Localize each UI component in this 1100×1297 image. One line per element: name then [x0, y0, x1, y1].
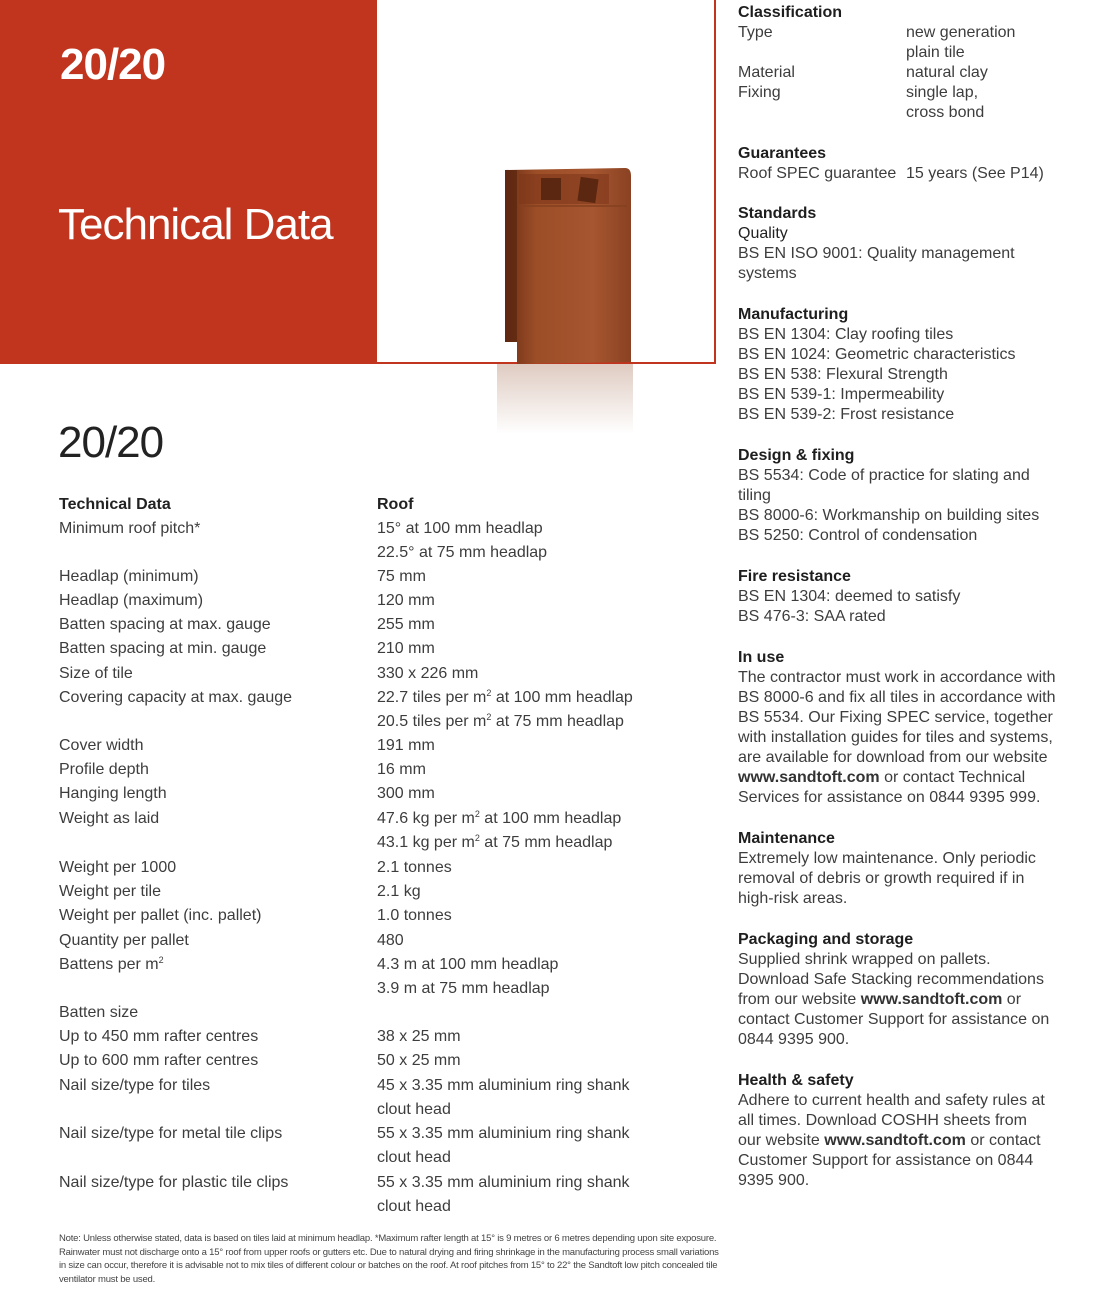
maintenance-line: removal of debris or growth required if in — [738, 870, 1025, 887]
packaging-line: Supplied shrink wrapped on pallets. — [738, 951, 991, 968]
type-value-2: plain tile — [906, 44, 965, 61]
fire-resistance-heading: Fire resistance — [738, 568, 851, 585]
health-safety-heading: Health & safety — [738, 1072, 854, 1089]
manufacturing-line: BS EN 538: Flexural Strength — [738, 366, 948, 383]
fixing-label: Fixing — [738, 84, 781, 101]
design-line: BS 8000-6: Workmanship on building sites — [738, 507, 1040, 524]
packaging-web-after: or — [1002, 991, 1022, 1008]
hero-product-name: 20/20 — [60, 40, 166, 89]
in-use-heading: In use — [738, 649, 785, 666]
material-label: Material — [738, 64, 795, 81]
design-line: BS 5250: Control of condensation — [738, 527, 978, 544]
row-value-text: 47.6 kg per m — [377, 810, 475, 827]
row-label-text: Battens per m — [59, 956, 159, 973]
row-value-text: 20.5 tiles per m — [377, 713, 487, 730]
in-use-line: The contractor must work in accordance with — [738, 669, 1056, 686]
row-value: 16 mm — [377, 761, 426, 778]
fire-line: BS EN 1304: deemed to satisfy — [738, 588, 961, 605]
row-value: 55 x 3.35 mm aluminium ring shank — [377, 1125, 630, 1142]
row-value — [377, 809, 621, 829]
hero-banner — [0, 0, 377, 364]
table-head-technical-data: Technical Data — [59, 496, 171, 513]
guarantee-value: 15 years (See P14) — [906, 165, 1044, 182]
row-value: 2.1 kg — [377, 883, 421, 900]
row-value: 75 mm — [377, 568, 426, 585]
hero-title: Technical Data — [58, 200, 333, 249]
row-label-sup: 2 — [158, 955, 164, 965]
website-link[interactable]: www.sandtoft.com — [824, 1132, 966, 1149]
row-value: 480 — [377, 932, 404, 949]
manufacturing-heading: Manufacturing — [738, 306, 849, 323]
fixing-value-2: cross bond — [906, 104, 985, 121]
maintenance-line: high-risk areas. — [738, 890, 848, 907]
row-label: Weight per pallet (inc. pallet) — [59, 907, 262, 924]
row-value — [377, 688, 633, 708]
row-value: 4.3 m at 100 mm headlap — [377, 956, 559, 973]
row-value: 2.1 tonnes — [377, 859, 452, 876]
row-value: 191 mm — [377, 737, 435, 754]
packaging-line: 0844 9395 900. — [738, 1031, 850, 1048]
packaging-web-line — [738, 990, 1021, 1010]
manufacturing-line: BS EN 1304: Clay roofing tiles — [738, 326, 954, 343]
row-label: Nail size/type for metal tile clips — [59, 1125, 283, 1142]
standards-heading: Standards — [738, 205, 817, 222]
row-label: Headlap (minimum) — [59, 568, 199, 585]
health-web-line — [738, 1131, 1041, 1151]
website-link[interactable]: www.sandtoft.com — [738, 769, 880, 786]
in-use-line: with installation guides for tiles and systems, — [738, 729, 1053, 746]
row-label: Nail size/type for plastic tile clips — [59, 1174, 289, 1191]
row-value-sup: 2 — [474, 809, 480, 819]
row-label: Batten spacing at min. gauge — [59, 640, 267, 657]
health-web-after: or contact — [965, 1132, 1041, 1149]
packaging-line: contact Customer Support for assistance on — [738, 1011, 1050, 1028]
maintenance-line: Extremely low maintenance. Only periodic — [738, 850, 1036, 867]
row-value — [377, 833, 612, 853]
classification-heading: Classification — [738, 4, 843, 21]
row-value-text-after: at 75 mm headlap — [479, 834, 613, 851]
row-value: 38 x 25 mm — [377, 1028, 461, 1045]
design-line: tiling — [738, 487, 771, 504]
standards-quality: Quality — [738, 225, 788, 242]
row-value: 330 x 226 mm — [377, 665, 479, 682]
type-label: Type — [738, 24, 773, 41]
fixing-value: single lap, — [906, 84, 979, 101]
health-line: Adhere to current health and safety rules at — [738, 1092, 1045, 1109]
design-fixing-heading: Design & fixing — [738, 447, 855, 464]
material-value: natural clay — [906, 64, 988, 81]
row-value-text: 22.7 tiles per m — [377, 689, 487, 706]
in-use-line: BS 8000-6 and fix all tiles in accordance with — [738, 689, 1056, 706]
row-value: 210 mm — [377, 640, 435, 657]
row-value: 300 mm — [377, 785, 435, 802]
row-label: Profile depth — [59, 761, 149, 778]
health-line: all times. Download COSHH sheets from — [738, 1112, 1027, 1129]
row-label: Headlap (maximum) — [59, 592, 204, 609]
manufacturing-line: BS EN 539-2: Frost resistance — [738, 406, 955, 423]
row-value: 120 mm — [377, 592, 435, 609]
row-label: Up to 600 mm rafter centres — [59, 1052, 259, 1069]
row-value: clout head — [377, 1149, 451, 1166]
product-subtitle: 20/20 — [58, 418, 164, 467]
row-label: Batten spacing at max. gauge — [59, 616, 271, 633]
row-value-sup: 2 — [486, 712, 492, 722]
maintenance-heading: Maintenance — [738, 830, 835, 847]
health-line: 9395 900. — [738, 1172, 810, 1189]
design-line: BS 5534: Code of practice for slating and — [738, 467, 1030, 484]
row-value-text-after: at 75 mm headlap — [491, 713, 624, 730]
row-value — [377, 712, 624, 732]
row-value: 50 x 25 mm — [377, 1052, 461, 1069]
packaging-web-before: from our website — [738, 991, 861, 1008]
row-value-sup: 2 — [486, 688, 492, 698]
row-value: 15° at 100 mm headlap — [377, 520, 543, 537]
row-label: Covering capacity at max. gauge — [59, 689, 293, 706]
row-label: Nail size/type for tiles — [59, 1077, 211, 1094]
in-use-line: are available for download from our website — [738, 749, 1048, 766]
row-label: Weight per 1000 — [59, 859, 177, 876]
in-use-line: Services for assistance on 0844 9395 999. — [738, 789, 1041, 806]
row-label: Quantity per pallet — [59, 932, 189, 949]
row-value: clout head — [377, 1101, 451, 1118]
row-label — [59, 955, 164, 975]
packaging-heading: Packaging and storage — [738, 931, 914, 948]
in-use-line: BS 5534. Our Fixing SPEC service, together — [738, 709, 1053, 726]
row-value-text: 43.1 kg per m — [377, 834, 475, 851]
product-photo-frame — [377, 0, 716, 364]
guarantees-heading: Guarantees — [738, 145, 827, 162]
row-value: clout head — [377, 1198, 451, 1215]
row-label: Weight as laid — [59, 810, 160, 827]
row-value: 1.0 tonnes — [377, 907, 452, 924]
table-head-roof: Roof — [377, 496, 414, 513]
health-web-before: our website — [738, 1132, 825, 1149]
row-value-text-after: at 100 mm headlap — [491, 689, 633, 706]
standards-line: BS EN ISO 9001: Quality management — [738, 245, 1015, 262]
standards-line: systems — [738, 265, 797, 282]
row-label: Minimum roof pitch* — [59, 520, 201, 537]
manufacturing-line: BS EN 539-1: Impermeability — [738, 386, 945, 403]
row-value-text-after: at 100 mm headlap — [479, 810, 622, 827]
row-value: 3.9 m at 75 mm headlap — [377, 980, 550, 997]
type-value: new generation — [906, 24, 1016, 41]
row-label: Cover width — [59, 737, 144, 754]
row-value-sup: 2 — [474, 833, 480, 843]
footnote: Note: Unless otherwise stated, data is based on tiles laid at minimum headlap. *Maximum rafter length at 15° is 9 metres or 6 metres depending upon site exposure. Rainwater must not discharge onto a 15° roof from upper roofs or gutters etc. Due to natural drying and firing shrinkage in the manufacturing process small variations in size can occur, therefore it is advisable not to mix tiles of different colour or batches on the roof. At roof pitches from 15° to 22° the Sandtoft low pitch concealed tile ventilator must be used. — [59, 1233, 719, 1285]
row-value: 45 x 3.35 mm aluminium ring shank — [377, 1077, 630, 1094]
row-value: 55 x 3.35 mm aluminium ring shank — [377, 1174, 630, 1191]
in-use-web-line — [738, 768, 1025, 788]
row-label: Size of tile — [59, 665, 133, 682]
row-value: 22.5° at 75 mm headlap — [377, 544, 548, 561]
packaging-line: Download Safe Stacking recommendations — [738, 971, 1044, 988]
row-label: Batten size — [59, 1004, 139, 1021]
tile-reflection — [497, 364, 633, 434]
row-label: Weight per tile — [59, 883, 161, 900]
website-link[interactable]: www.sandtoft.com — [860, 991, 1003, 1008]
guarantee-label: Roof SPEC guarantee — [738, 165, 897, 182]
manufacturing-line: BS EN 1024: Geometric characteristics — [738, 346, 1016, 363]
fire-line: BS 476-3: SAA rated — [738, 608, 886, 625]
row-label: Hanging length — [59, 785, 167, 802]
row-value: 255 mm — [377, 616, 435, 633]
in-use-web-after: or contact Technical — [879, 769, 1026, 786]
roof-tile-image — [497, 166, 633, 366]
health-line: Customer Support for assistance on 0844 — [738, 1152, 1034, 1169]
row-label: Up to 450 mm rafter centres — [59, 1028, 259, 1045]
